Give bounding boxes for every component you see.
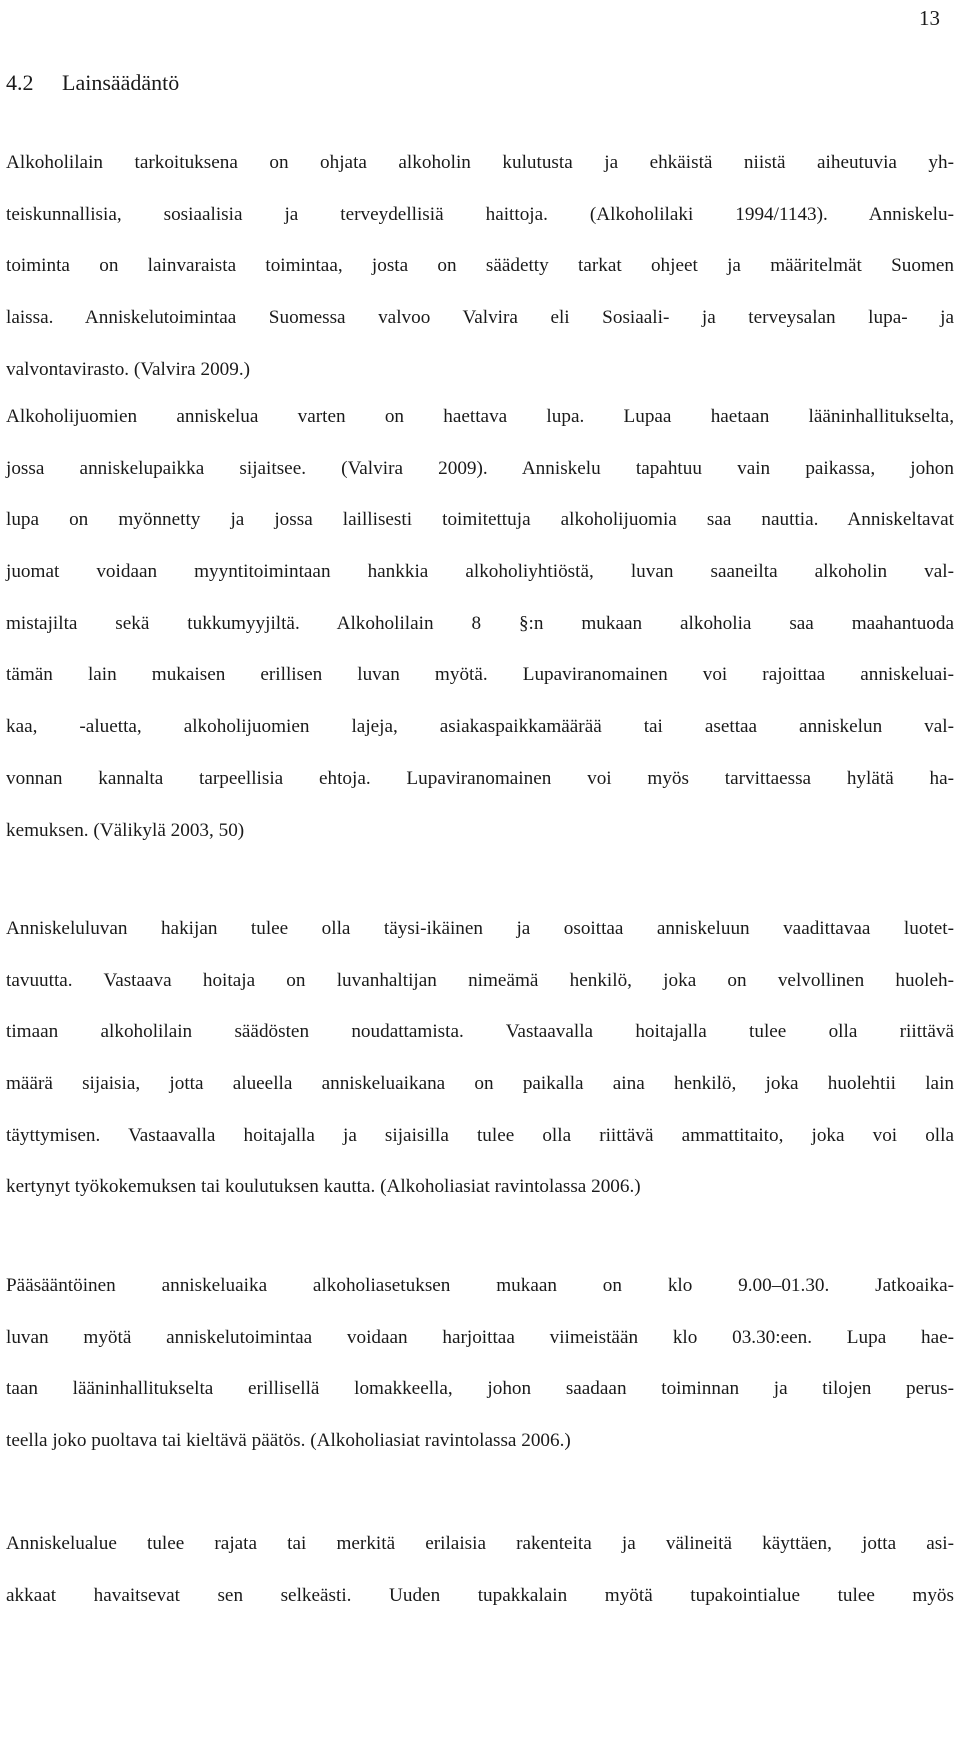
text-line: täyttymisen. Vastaavalla hoitajalla ja sijaisilla tulee olla riittävä ammattitaito, joka voi olla <box>6 1124 954 1146</box>
text-line: mistajilta sekä tukkumyyjiltä. Alkoholilain 8 §:n mukaan alkoholia saa maahantuoda <box>6 612 954 634</box>
text-line: Pääsääntöinen anniskeluaika alkoholiasetuksen mukaan on klo 9.00–01.30. Jatkoaika- <box>6 1275 954 1296</box>
text-line: tavuutta. Vastaava hoitaja on luvanhaltijan nimeämä henkilö, joka on velvollinen huoleh- <box>6 969 954 991</box>
paragraph-1 <box>6 137 954 395</box>
text-line: Anniskeluluvan hakijan tulee olla täysi-ikäinen ja osoittaa anniskeluun vaadittavaa luotet- <box>6 918 954 939</box>
section-heading <box>6 70 179 96</box>
text-line: teiskunnallisia, sosiaalisia ja terveydellisiä haittoja. (Alkoholilaki 1994/1143). Anniskelu- <box>6 203 954 225</box>
paragraph-3 <box>6 903 954 1213</box>
text-line: timaan alkoholilain säädösten noudattamista. Vastaavalla hoitajalla tulee olla riittävä <box>6 1021 954 1043</box>
text-line: Anniskelualue tulee rajata tai merkitä erilaisia rakenteita ja välineitä käyttäen, jotta asi- <box>6 1533 954 1554</box>
text-line: kemuksen. (Välikylä 2003, 50) <box>6 819 245 841</box>
text-line: toiminta on lainvaraista toimintaa, josta on säädetty tarkat ohjeet ja määritelmät Suomen <box>6 255 954 277</box>
text-line: akkaat havaitsevat sen selkeästi. Uuden tupakkalain myötä tupakointialue tulee myös <box>6 1584 954 1606</box>
paragraph-5 <box>6 1518 954 1621</box>
text-line: valvontavirasto. (Valvira 2009.) <box>6 358 251 380</box>
text-line: määrä sijaisia, jotta alueella anniskeluaikana on paikalla aina henkilö, joka huolehtii lain <box>6 1073 954 1095</box>
text-line: laissa. Anniskelutoimintaa Suomessa valvoo Valvira eli Sosiaali- ja terveysalan lupa- ja <box>6 307 954 329</box>
text-line: kertynyt työkokemuksen tai koulutuksen kautta. (Alkoholiasiat ravintolassa 2006.) <box>6 1176 641 1198</box>
section-number: 4.2 <box>6 70 34 95</box>
page-number: 13 <box>919 6 940 30</box>
text-line: taan lääninhallitukselta erillisellä lomakkeella, johon saadaan toiminnan ja tilojen perus- <box>6 1378 954 1400</box>
text-line: kaa, -aluetta, alkoholijuomien lajeja, asiakaspaikkamäärää tai asettaa anniskelun val- <box>6 716 954 738</box>
text-line: tämän lain mukaisen erillisen luvan myötä. Lupaviranomainen voi rajoittaa anniskeluai- <box>6 664 954 686</box>
text-line: vonnan kannalta tarpeellisia ehtoja. Lupaviranomainen voi myös tarvittaessa hylätä ha- <box>6 767 954 789</box>
text-line: teella joko puoltava tai kieltävä päätös. (Alkoholiasiat ravintolassa 2006.) <box>6 1430 571 1452</box>
text-line: luvan myötä anniskelutoimintaa voidaan harjoittaa viimeistään klo 03.30:een. Lupa hae- <box>6 1326 954 1348</box>
text-line: Alkoholilain tarkoituksena on ohjata alkoholin kulutusta ja ehkäistä niistä aiheutuvia yh- <box>6 152 954 173</box>
paragraph-2 <box>6 391 954 856</box>
text-line: lupa on myönnetty ja jossa laillisesti toimitettuja alkoholijuomia saa nauttia. Anniskeltavat <box>6 509 954 531</box>
text-line: juomat voidaan myyntitoimintaan hankkia alkoholiyhtiöstä, luvan saaneilta alkoholin val- <box>6 561 954 583</box>
text-line: Alkoholijuomien anniskelua varten on haettava lupa. Lupaa haetaan lääninhallitukselta, <box>6 406 954 427</box>
text-line: jossa anniskelupaikka sijaitsee. (Valvira 2009). Anniskelu tapahtuu vain paikassa, johon <box>6 457 954 479</box>
section-title: Lainsäädäntö <box>62 70 180 95</box>
paragraph-4 <box>6 1260 954 1467</box>
